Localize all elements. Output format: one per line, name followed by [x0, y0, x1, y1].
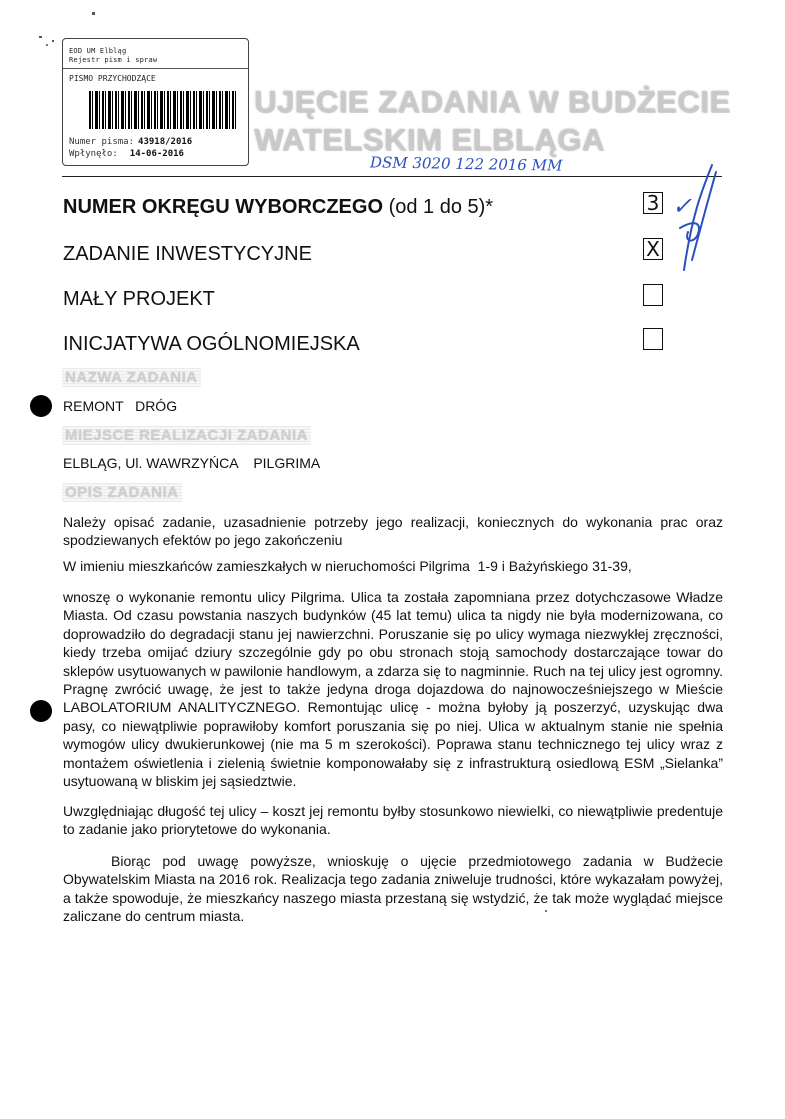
scan-speck: [52, 40, 54, 42]
scan-speck: [39, 36, 42, 38]
barcode: [89, 91, 237, 129]
stamp-date-row: [69, 149, 184, 159]
stamp-office-register: Rejestr pism i spraw: [69, 56, 158, 64]
option-label-citywide: INICJATYWA OGÓLNOMIEJSKA: [63, 333, 360, 355]
task-name-value: REMONT DRÓG: [63, 398, 178, 414]
form-title-line2: WATELSKIM ELBLĄGA: [254, 122, 605, 157]
description-paragraph-1: W imieniu mieszkańców zamieszkałych w nieruchomości Pilgrima 1-9 i Bażyńskiego 31-39,: [63, 558, 632, 574]
section-tag-description: OPIS ZADANIA: [62, 483, 182, 502]
option-checkbox-investment[interactable]: X: [643, 238, 663, 260]
option-checkbox-small-project[interactable]: [643, 284, 663, 306]
option-label-investment: ZADANIE INWESTYCYJNE: [63, 243, 312, 265]
handwritten-tick: ✓: [672, 192, 693, 220]
stamp-date-value: 14-06-2016: [129, 149, 184, 159]
hole-punch: [30, 395, 52, 417]
handwritten-reference: DSM 3020 122 2016 MM: [369, 153, 563, 175]
registry-stamp: [62, 38, 249, 166]
stamp-number-value: 43918/2016: [138, 137, 193, 147]
stamp-office-name: EOD UM Elbląg: [69, 47, 127, 55]
description-paragraph-4: Biorąc pod uwagę powyższe, wnioskuję o ujęcie przedmiotowego zadania w Budżecie Obywatelskim Miasta na 2016 rok. Realizacja tego zadania zniweluje trudności, które wykazałam powyżej, a także spowoduje, że mieszkańcy naszego miasta przestaną się wstydzić, że tak może wyglądać miejsce zaliczane do centrum miasta.: [63, 853, 723, 925]
district-label-bold: NUMER OKRĘGU WYBORCZEGO: [63, 196, 383, 218]
header-separator: [62, 176, 722, 177]
district-label: [63, 196, 493, 219]
task-place-value: ELBLĄG, Ul. WAWRZYŃCA PILGRIMA: [63, 455, 321, 471]
stamp-number-row: [69, 137, 192, 147]
section-tag-place: MIEJSCE REALIZACJI ZADANIA: [62, 426, 311, 445]
stamp-number-label: Numer pisma:: [69, 137, 135, 147]
scan-speck: [92, 12, 95, 15]
option-checkbox-citywide[interactable]: [643, 328, 663, 350]
scan-speck: [46, 44, 48, 46]
district-label-range: (od 1 do 5)*: [388, 196, 494, 218]
stamp-date-label: Wpłynęło:: [69, 149, 118, 159]
hole-punch: [30, 700, 52, 722]
section-tag-name: NAZWA ZADANIA: [62, 368, 201, 387]
stamp-doc-type: PISMO PRZYCHODZĄCE: [69, 74, 156, 83]
handwritten-initials-icon: [672, 160, 722, 275]
form-title-line1: UJĘCIE ZADANIA W BUDŻECIE: [254, 84, 731, 119]
option-label-small-project: MAŁY PROJEKT: [63, 288, 215, 310]
district-number-box[interactable]: 3: [643, 192, 663, 214]
description-instruction: Należy opisać zadanie, uzasadnienie potrzeby jego realizacji, koniecznych do wykonania prac oraz spodziewanych efektów po jego zakończeniu: [63, 514, 723, 549]
description-paragraph-2: wnoszę o wykonanie remontu ulicy Pilgrima. Ulica ta została zapomniana przez dotychczasowe Władze Miasta. Od czasu powstania naszych budynków (45 lat temu) ulica ta nigdy nie była modernizowana, co doprowadziło do degradacji stanu jej nawierzchni. Poruszanie się po ulicy wymaga niezwykłej zręczności, kiedy trzeba omijać dziury szczególnie gdy po obu stronach stoją samochody dostarczające towar do sklepów usytuowanych w pawilonie handlowym, a zdarza się to nagminnie. Ruch na tej ulicy jest ogromny. Pragnę zwrócić uwagę, że jest to także jedyna droga dojazdowa do najnowocześniejszego w Mieście LABOLATORIUM ANALITYCZNEGO. Remontując ulicę - można byłoby ją poszerzyć, uzyskując dwa pasy, co niewątpliwie poprawiłoby komfort poruszania się po niej. Ulica w aktualnym stanie nie spełnia wymogów ulicy dwukierunkowej (nie ma 5 m szerokości). Poprawa stanu technicznego tej ulicy wraz z montażem oświetlenia i zielenią świetnie komponowałaby się z infrastrukturą osiedlową ESM „Sielanka” usytuowaną w bliskim jej sąsiedztwie.: [63, 589, 723, 790]
description-paragraph-3: Uwzględniając długość tej ulicy – koszt jej remontu byłby stosunkowo niewielki, co niewątpliwie predentuje to zadanie jako priorytetowe do wykonania.: [63, 803, 723, 838]
stamp-divider: [63, 68, 248, 69]
